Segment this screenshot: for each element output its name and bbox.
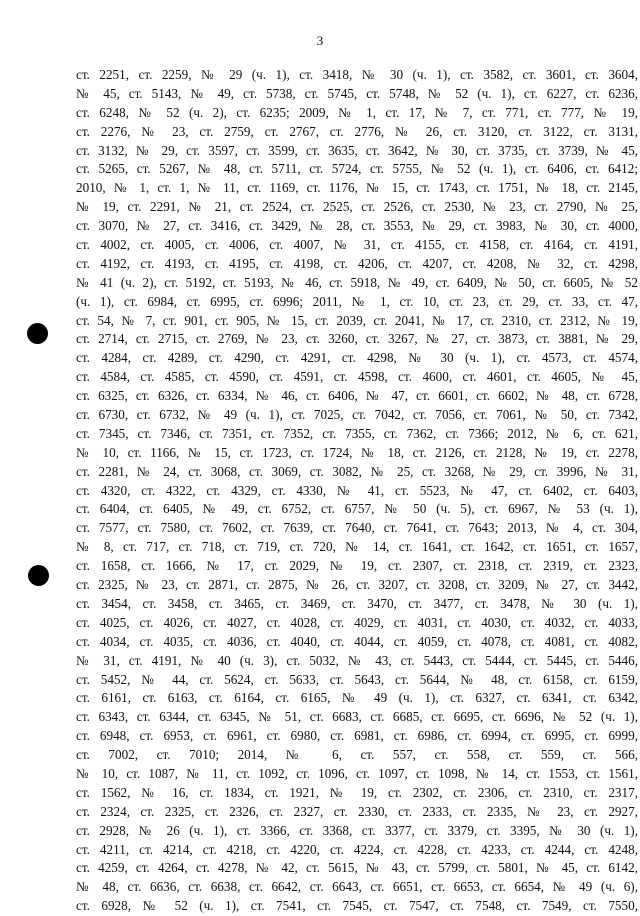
text-line: ст. 2324, ст. 2325, ст. 2326, ст. 2327, ст. 2330, ст. 2333, ст. 2335, № 23, ст. 2927, [76,803,638,819]
text-line: ст. 4211, ст. 4214, ст. 4218, ст. 4220, ст. 4224, ст. 4228, ст. 4233, ст. 4244, ст. 4248, [76,841,638,857]
text-line: ст. 4025, ст. 4026, ст. 4027, ст. 4028, ст. 4029, ст. 4031, ст. 4030, ст. 4032, ст. 4033, [76,614,638,630]
text-line: ст. 7577, ст. 7580, ст. 7602, ст. 7639, ст. 7640, ст. 7641, ст. 7643; 2013, № 4, ст. 304, [76,520,638,536]
text-line: ст. 2276, № 23, ст. 2759, ст. 2767, ст. 2776, № 26, ст. 3120, ст. 3122, ст. 3131, [76,123,638,139]
text-line: № 10, ст. 1166, № 15, ст. 1723, ст. 1724, № 18, ст. 2126, ст. 2128, № 19, ст. 2278, [76,444,638,460]
text-line: ст. 4192, ст. 4193, ст. 4195, ст. 4198, ст. 4206, ст. 4207, ст. 4208, № 32, ст. 4298, [76,255,638,271]
text-line: № 45, ст. 5143, № 49, ст. 5738, ст. 5745, ст. 5748, № 52 (ч. 1), ст. 6227, ст. 6236, [76,85,638,101]
text-line: ст. 2714, ст. 2715, ст. 2769, № 23, ст. 3260, ст. 3267, № 27, ст. 3873, ст. 3881, № 29, [76,331,638,347]
text-line: ст. 4584, ст. 4585, ст. 4590, ст. 4591, ст. 4598, ст. 4600, ст. 4601, ст. 4605, № 45, [76,369,638,385]
text-line: ст. 6325, ст. 6326, ст. 6334, № 46, ст. 6406, № 47, ст. 6601, ст. 6602, № 48, ст. 6728, [76,388,638,404]
text-line: № 48, ст. 6636, ст. 6638, ст. 6642, ст. 6643, ст. 6651, ст. 6653, ст. 6654, № 49 (ч. 6), [76,879,638,895]
text-line: ст. 6161, ст. 6163, ст. 6164, ст. 6165, № 49 (ч. 1), ст. 6327, ст. 6341, ст. 6342, [76,690,638,706]
text-line: ст. 4320, ст. 4322, ст. 4329, ст. 4330, № 41, ст. 5523, № 47, ст. 6402, ст. 6403, [76,482,638,498]
text-line: ст. 4259, ст. 4264, ст. 4278, № 42, ст. 5615, № 43, ст. 5799, ст. 5801, № 45, ст. 6142, [76,860,638,876]
text-line: ст. 4002, ст. 4005, ст. 4006, ст. 4007, № 31, ст. 4155, ст. 4158, ст. 4164, ст. 4191, [76,237,638,253]
text-line: ст. 2251, ст. 2259, № 29 (ч. 1), ст. 3418, № 30 (ч. 1), ст. 3582, ст. 3601, ст. 3604, [76,67,638,82]
text-line: ст. 4034, ст. 4035, ст. 4036, ст. 4040, ст. 4044, ст. 4059, ст. 4078, ст. 4081, ст. 4082, [76,633,638,649]
text-line: № 19, ст. 2291, № 21, ст. 2524, ст. 2525, ст. 2526, ст. 2530, № 23, ст. 2790, № 25, [76,199,638,215]
text-line: ст. 54, № 7, ст. 901, ст. 905, № 15, ст. 2039, ст. 2041, № 17, ст. 2310, ст. 2312, № 19, [76,312,638,328]
text-line: ст. 6948, ст. 6953, ст. 6961, ст. 6980, ст. 6981, ст. 6986, ст. 6994, ст. 6995, ст. 6999, [76,728,638,744]
text-line: ст. 6730, ст. 6732, № 49 (ч. 1), ст. 7025, ст. 7042, ст. 7056, ст. 7061, № 50, ст. 7342, [76,407,638,423]
page-number: 3 [316,33,324,48]
text-line: № 31, ст. 4191, № 40 (ч. 3), ст. 5032, № 43, ст. 5443, ст. 5444, ст. 5445, ст. 5446, [76,652,638,668]
text-line: ст. 5452, № 44, ст. 5624, ст. 5633, ст. 5643, ст. 5644, № 48, ст. 6158, ст. 6159, [76,671,638,687]
text-line: № 10, ст. 1087, № 11, ст. 1092, ст. 1096, ст. 1097, ст. 1098, № 14, ст. 1553, ст. 1561, [76,765,638,781]
text-line: ст. 7345, ст. 7346, ст. 7351, ст. 7352, ст. 7355, ст. 7362, ст. 7366; 2012, № 6, ст. 621, [76,425,638,441]
body-text [76,66,638,916]
text-line: (ч. 1), ст. 6984, ст. 6995, ст. 6996; 2011, № 1, ст. 10, ст. 23, ст. 29, ст. 33, ст. 47, [76,293,638,309]
text-line: ст. 1658, ст. 1666, № 17, ст. 2029, № 19, ст. 2307, ст. 2318, ст. 2319, ст. 2323, [76,558,638,574]
text-line: ст. 5265, ст. 5267, № 48, ст. 5711, ст. 5724, ст. 5755, № 52 (ч. 1), ст. 6406, ст. 6412; [76,161,638,177]
text-line: ст. 2928, № 26 (ч. 1), ст. 3366, ст. 3368, ст. 3377, ст. 3379, ст. 3395, № 30 (ч. 1), [76,822,638,838]
text-line: ст. 7002, ст. 7010; 2014, № 6, ст. 557, ст. 558, ст. 559, ст. 566, [76,747,638,763]
text-line: ст. 6343, ст. 6344, ст. 6345, № 51, ст. 6683, ст. 6685, ст. 6695, ст. 6696, № 52 (ч. 1), [76,709,638,725]
text-line: 2010, № 1, ст. 1, № 11, ст. 1169, ст. 1176, № 15, ст. 1743, ст. 1751, № 18, ст. 2145, [76,180,638,196]
text-line: ст. 2281, № 24, ст. 3068, ст. 3069, ст. 3082, № 25, ст. 3268, № 29, ст. 3996, № 31, [76,463,638,479]
text-line: № 41 (ч. 2), ст. 5192, ст. 5193, № 46, ст. 5918, № 49, ст. 6409, № 50, ст. 6605, № 52 [76,274,638,290]
punch-hole-bottom [28,565,49,586]
text-line: № 8, ст. 717, ст. 718, ст. 719, ст. 720, № 14, ст. 1641, ст. 1642, ст. 1651, ст. 1657, [76,539,638,555]
text-line: ст. 3454, ст. 3458, ст. 3465, ст. 3469, ст. 3470, ст. 3477, ст. 3478, № 30 (ч. 1), [76,595,638,611]
text-line: ст. 4284, ст. 4289, ст. 4290, ст. 4291, ст. 4298, № 30 (ч. 1), ст. 4573, ст. 4574, [76,350,638,366]
text-line: ст. 3070, № 27, ст. 3416, ст. 3429, № 28, ст. 3553, № 29, ст. 3983, № 30, ст. 4000, [76,218,638,234]
text-line: ст. 3132, № 29, ст. 3597, ст. 3599, ст. 3635, ст. 3642, № 30, ст. 3735, ст. 3739, № 45, [76,142,638,158]
text-line: ст. 1562, № 16, ст. 1834, ст. 1921, № 19, ст. 2302, ст. 2306, ст. 2310, ст. 2317, [76,784,638,800]
text-line: ст. 2325, № 23, ст. 2871, ст. 2875, № 26, ст. 3207, ст. 3208, ст. 3209, № 27, ст. 3442, [76,577,638,593]
text-line: ст. 6928, № 52 (ч. 1), ст. 7541, ст. 7545, ст. 7547, ст. 7548, ст. 7549, ст. 7550, [76,898,638,914]
text-line: ст. 6404, ст. 6405, № 49, ст. 6752, ст. 6757, № 50 (ч. 5), ст. 6967, № 53 (ч. 1), [76,501,638,517]
text-line: ст. 6248, № 52 (ч. 2), ст. 6235; 2009, № 1, ст. 17, № 7, ст. 771, ст. 777, № 19, [76,104,638,120]
punch-hole-top [27,323,48,344]
